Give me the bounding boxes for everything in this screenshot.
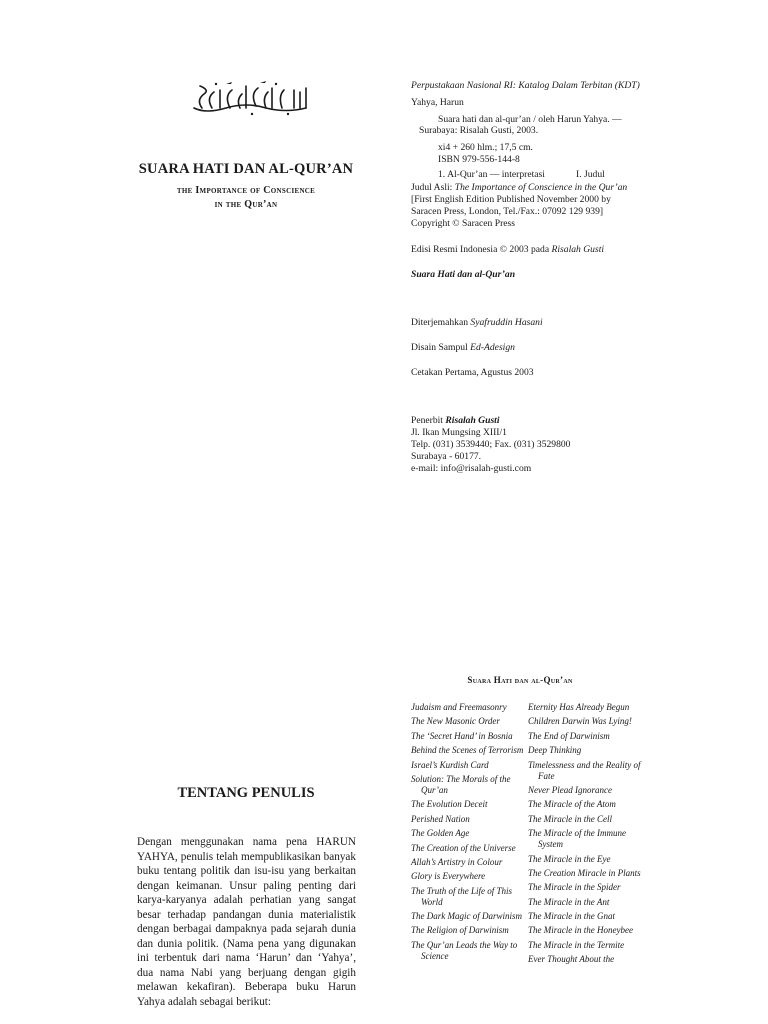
kdt-email: e-mail: info@risalah-gusti.com (411, 463, 532, 474)
list-item: Israel’s Kurdish Card (411, 759, 489, 770)
kdt-cover-label: Disain Sampul (411, 342, 468, 353)
kdt-first-edition-1: [First English Edition Published November 2000 by (411, 194, 611, 205)
list-item: Behind the Scenes of Terrorism (411, 745, 524, 756)
book-subtitle-line-2: in the Qur’an (214, 199, 278, 210)
list-item: The End of Darwinism (528, 730, 610, 741)
list-item: The Miracle in the Spider (528, 882, 621, 893)
list-item: Solution: The Morals of the Qur’an (411, 773, 511, 795)
about-author-body: Dengan menggunakan nama pena HARUN YAHYA, penulis telah mempublikasikan banyak buku tentang politik dan isu-isu yang berkaitan dengan keimanan. Unsur paling penting dari karya-karyanya adalah perhatian yang sangat besar terhadap pandangan dunia materialistik dengan berbagai dampaknya pada sejarah dunia dan dunia politik. (Nama pena yang digunakan ini terbentuk dari nama ‘Harun’ dan ‘Yahya’, dua nama Nabi yang berjuang dengan gigih melawan kekafiran). Beberapa buku Harun Yahya adalah sebagai berikut: (137, 836, 356, 1008)
list-item: Children Darwin Was Lying! (528, 716, 632, 727)
kdt-original-label: Judul Asli: (411, 182, 453, 193)
kdt-original-title: The Importance of Conscience in the Qur’an (454, 182, 628, 193)
list-item: The Religion of Darwinism (411, 925, 509, 936)
list-item: The Creation Miracle in Plants (528, 867, 641, 878)
list-item: The Miracle in the Honeybee (528, 925, 633, 936)
kdt-edition-label: Edisi Resmi Indonesia © 2003 pada (411, 244, 550, 255)
kdt-cover-line (411, 342, 515, 355)
list-item: The Creation of the Universe (411, 842, 516, 853)
kdt-first-edition-2: Saracen Press, London, Tel./Fax.: 07092 129 939] (411, 206, 604, 217)
kdt-author: Yahya, Harun (411, 97, 464, 108)
kdt-publisher-name: Risalah Gusti (445, 415, 500, 426)
kdt-cover: Ed-Adesign (470, 342, 515, 353)
kdt-telp: Telp. (031) 3539440; Fax. (031) 3529800 (411, 439, 571, 450)
kdt-translator-label: Diterjemahkan (411, 317, 469, 328)
kdt-edition-line (411, 244, 604, 257)
list-item: The Dark Magic of Darwinism (411, 911, 522, 922)
kdt-isbn: ISBN 979-556-144-8 (438, 154, 520, 165)
list-item: The Miracle in the Gnat (528, 911, 615, 922)
list-item: Glory is Everywhere (411, 871, 486, 882)
list-item: The Golden Age (411, 828, 470, 839)
list-item: The ‘Secret Hand’ in Bosnia (411, 730, 513, 741)
kdt-translator-line (411, 317, 543, 330)
list-item: The Miracle in the Eye (528, 853, 611, 864)
list-item: The Miracle of the Atom (528, 799, 616, 810)
list-item: The Miracle in the Cell (528, 813, 612, 824)
basmala-calligraphy-image (186, 78, 310, 118)
kdt-address: Jl. Ikan Mungsing XIII/1 (411, 427, 507, 438)
kdt-copyright: Copyright © Saracen Press (411, 218, 516, 229)
list-item: The Evolution Deceit (411, 799, 488, 810)
kdt-publisher-name-line (411, 415, 500, 428)
list-item: Never Plead Ignorance (528, 784, 612, 795)
list-item: Ever Thought About the (528, 954, 615, 965)
list-item: The Qur’an Leads the Way to Science (411, 939, 518, 961)
kdt-pages: xi4 + 260 hlm.; 17,5 cm. (438, 142, 533, 153)
about-author-heading: TENTANG PENULIS (177, 785, 315, 801)
kdt-publisher-label: Penerbit (411, 415, 443, 426)
kdt-heading: Perpustakaan Nasional RI: Katalog Dalam Terbitan (KDT) (411, 80, 640, 91)
kdt-publisher-line: Surabaya: Risalah Gusti, 2003. (419, 125, 539, 136)
kdt-translator: Syafruddin Hasani (470, 317, 543, 328)
list-item: Eternity Has Already Begun (528, 702, 630, 712)
list-item: Timelessness and the Reality of Fate (528, 759, 641, 781)
kdt-original-title-line (411, 182, 627, 195)
book-subtitle-line-1: the Importance of Conscience (176, 185, 316, 196)
list-item: The Miracle in the Termite (528, 939, 625, 950)
list-item: Allah’s Artistry in Colour (411, 856, 503, 867)
book-list-column-1 (411, 702, 527, 965)
kdt-city: Surabaya - 60177. (411, 451, 482, 462)
kdt-book-title: Suara Hati dan al-Qur’an (411, 269, 516, 280)
kdt-printing: Cetakan Pertama, Agustus 2003 (411, 367, 534, 378)
list-item: The Truth of the Life of This World (411, 885, 513, 907)
list-item: The Miracle in the Ant (528, 896, 610, 907)
book-title: SUARA HATI DAN AL-QUR’AN (138, 161, 354, 177)
list-item: Deep Thinking (528, 745, 582, 756)
kdt-edition-publisher: Risalah Gusti (551, 244, 605, 255)
kdt-subject-2: I. Judul (576, 169, 605, 180)
list-item: Judaism and Freemasonry (411, 702, 507, 712)
kdt-subject-1: 1. Al-Qur’an — interpretasi (438, 169, 545, 180)
book-list-column-2 (528, 702, 648, 969)
list-item: The Miracle of the Immune System (528, 828, 626, 850)
list-item: The New Masonic Order (411, 716, 500, 727)
list-item: Perished Nation (411, 813, 470, 824)
kdt-entry: Suara hati dan al-qur’an / oleh Harun Yahya. — (438, 114, 622, 125)
book-list-header: Suara Hati dan al-Qur’an (467, 675, 573, 685)
